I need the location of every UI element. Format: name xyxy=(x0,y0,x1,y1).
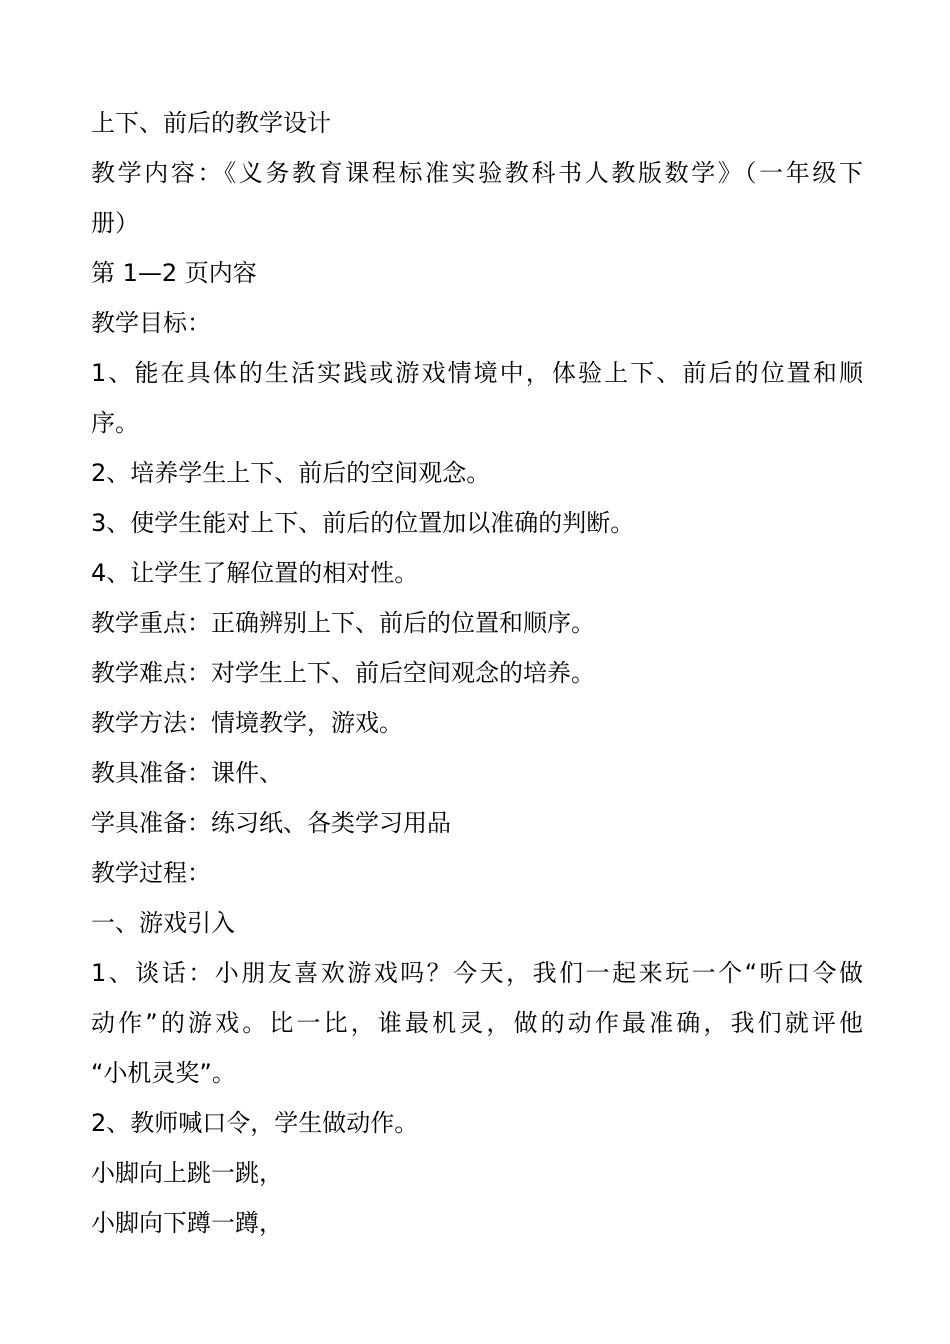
learning-aids-line: 学具准备：练习纸、各类学习用品 xyxy=(91,809,451,837)
command-squat: 小脚向下蹲一蹲， xyxy=(91,1209,283,1237)
difficulty-line: 教学难点：对学生上下、前后空间观念的培养。 xyxy=(91,659,595,687)
objectives-heading: 教学目标： xyxy=(91,309,211,337)
page-range-line: 第 1—2 页内容 xyxy=(91,259,257,287)
method-line: 教学方法：情境教学，游戏。 xyxy=(91,709,403,737)
command-jump: 小脚向上跳一跳， xyxy=(91,1159,283,1187)
teaching-content-line: 教学内容：《义务教育课程标准实验教科书人教版数学》（一年级下 xyxy=(91,159,863,187)
step-1-continuation: 动作”的游戏。比一比，谁最机灵，做的动作最准确，我们就评他 xyxy=(91,1009,863,1037)
objective-1: 1、能在具体的生活实践或游戏情境中，体验上下、前后的位置和顺 xyxy=(91,359,863,387)
teaching-aids-line: 教具准备：课件、 xyxy=(91,759,283,787)
process-heading: 教学过程： xyxy=(91,859,211,887)
document-title: 上下、前后的教学设计 xyxy=(91,109,331,137)
key-point-line: 教学重点：正确辨别上下、前后的位置和顺序。 xyxy=(91,609,595,637)
objective-1-continuation: 序。 xyxy=(91,409,139,437)
step-2-line: 2、教师喊口令，学生做动作。 xyxy=(91,1109,419,1137)
objective-2: 2、培养学生上下、前后的空间观念。 xyxy=(91,459,491,487)
teaching-content-continuation: 册） xyxy=(91,209,139,237)
section-game-intro: 一、游戏引入 xyxy=(91,909,235,937)
objective-3: 3、使学生能对上下、前后的位置加以准确的判断。 xyxy=(91,509,635,537)
step-1-award: “小机灵奖”。 xyxy=(91,1059,236,1087)
document-page xyxy=(91,98,863,1248)
objective-4: 4、让学生了解位置的相对性。 xyxy=(91,559,419,587)
step-1-line: 1、谈话：小朋友喜欢游戏吗？今天，我们一起来玩一个“听口令做 xyxy=(91,959,863,987)
